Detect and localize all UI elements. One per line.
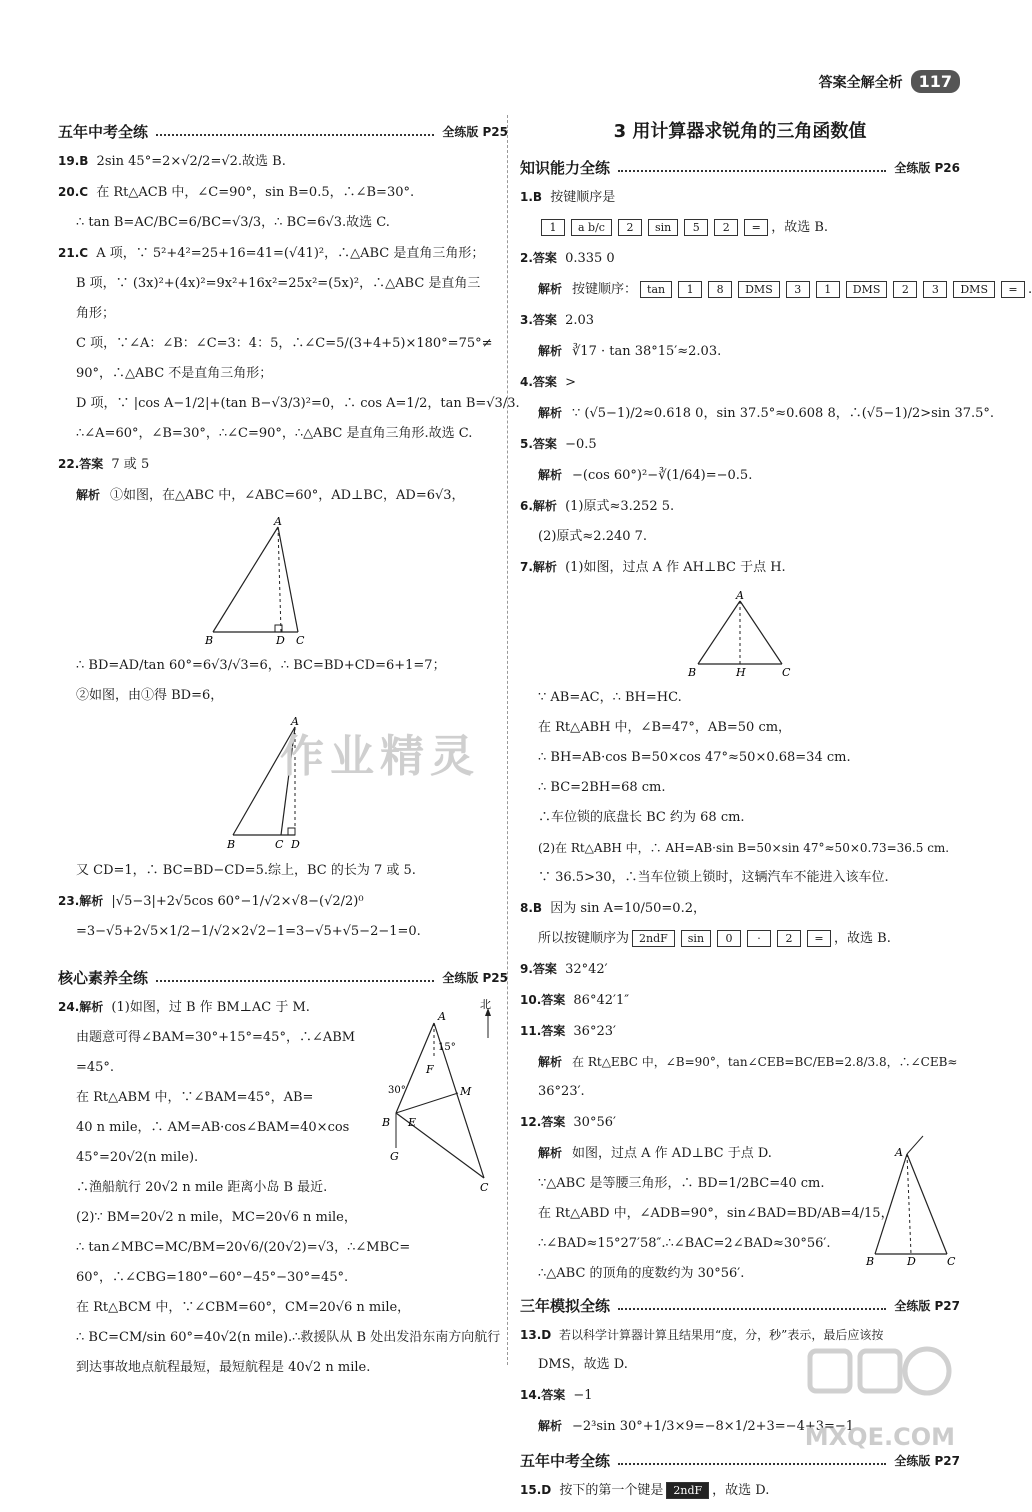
- calculator-key: 1: [816, 281, 840, 298]
- analysis-tag: 解析: [538, 468, 563, 482]
- answer-line: 由题意可得∠BAM=30°+15°=45°，∴∠ABM: [76, 1030, 356, 1045]
- calculator-key: 2: [618, 219, 642, 236]
- answer-line: DMS，故选 D.: [538, 1357, 628, 1372]
- calculator-key: 2: [893, 281, 917, 298]
- analysis-tag: 解析: [538, 344, 563, 358]
- calculator-key: 1: [678, 281, 702, 298]
- answer-text: 30°56′: [573, 1115, 616, 1130]
- section-ref: 全练版 P27: [894, 1454, 960, 1468]
- answer-line: (2)在 Rt△ABH 中，∴ AH=AB·sin B=50×sin 47°≈50×0.73=36.5 cm.: [538, 841, 950, 855]
- figure-label: C: [275, 838, 284, 851]
- question-number: 23.解析: [58, 894, 104, 908]
- figure-label: C: [296, 634, 305, 647]
- figure-label: B: [688, 666, 697, 679]
- figure-label: B: [866, 1255, 875, 1268]
- answer-line: [58, 486, 508, 505]
- calculator-key: ·: [747, 930, 771, 947]
- chapter-title: 3 用计算器求锐角的三角函数值: [613, 121, 867, 142]
- question-number: 2.答案: [520, 251, 557, 265]
- section-header: [520, 1450, 960, 1471]
- answer-text: ，故选 B.: [771, 220, 829, 235]
- answer-line: D 项，∵ |cos A−1/2|+(tan B−√3/3)²=0，∴ cos A=1/2，tan B=√3/3.: [76, 396, 520, 411]
- figure-label: H: [736, 666, 746, 679]
- answer-text: 所以按键顺序为: [538, 931, 630, 946]
- question-number: 11.答案: [520, 1024, 566, 1038]
- answer-line: [520, 435, 960, 454]
- calculator-key: 2ndF: [632, 930, 675, 947]
- right-column: [520, 115, 1032, 1512]
- calculator-key: DMS: [738, 281, 780, 298]
- section-header: [58, 967, 508, 988]
- page-header: [819, 70, 960, 93]
- question-number: 7.解析: [520, 560, 557, 574]
- watermark-site: MXQE.COM: [804, 1423, 955, 1451]
- answer-line: ∴车位锁的底盘长 BC 约为 68 cm.: [538, 810, 745, 825]
- section-ref: 全练版 P27: [894, 1299, 960, 1313]
- answer-line: [520, 342, 960, 361]
- figure-label: C: [480, 1181, 489, 1194]
- calculator-key: DMS: [846, 281, 888, 298]
- figure-label: 15°: [438, 1042, 456, 1053]
- answer-line: 到达事故地点航程最短，最短航程是 40√2 n mile.: [76, 1360, 371, 1375]
- answer-text: |√5−3|+2√5cos 60°−1/√2×√8−(√2/2)⁰: [111, 894, 364, 909]
- answer-text: 在 Rt△ACB 中，∠C=90°，sin B=0.5，∴∠B=30°.: [96, 185, 415, 200]
- answer-line: ∴∠BAD≈15°27′58″.∴∠BAC=2∠BAD≈30°56′.: [538, 1236, 831, 1251]
- header-title: 答案全解全析: [818, 74, 903, 91]
- answer-text: ，故选 D.: [712, 1483, 770, 1498]
- calculator-key: 1: [541, 219, 565, 236]
- answer-line: 在 Rt△BCM 中，∵∠CBM=60°，CM=20√6 n mile，: [76, 1300, 411, 1315]
- answer-line: [520, 373, 960, 392]
- navigation-figure: [376, 998, 506, 1198]
- section-rule: [156, 980, 434, 982]
- answer-line: [520, 311, 960, 330]
- question-number: 3.答案: [520, 313, 557, 327]
- question-number: 6.解析: [520, 499, 557, 513]
- answer-text: 因为 sin A=10/50=0.2，: [550, 901, 706, 916]
- answer-line: [520, 497, 960, 516]
- figure-label: 30°: [388, 1085, 406, 1096]
- answer-text: 在 Rt△EBC 中，∠B=90°，tan∠CEB=BC/EB=2.8/3.8，∴∠CEB≈: [572, 1055, 958, 1069]
- figure-label: A: [291, 715, 299, 728]
- answer-text: −1: [573, 1388, 593, 1403]
- figure-label: M: [460, 1085, 472, 1098]
- section-title: 核心素养全练: [58, 969, 149, 987]
- triangle-figure-3: [680, 589, 800, 679]
- answer-text: −0.5: [565, 437, 597, 452]
- answer-line: [520, 1053, 960, 1071]
- triangle-figure-4: [865, 1134, 960, 1274]
- answer-line: [58, 244, 508, 263]
- answer-text: (1)原式≈3.252 5.: [565, 499, 675, 514]
- answer-text: 7 或 5: [111, 457, 150, 472]
- question-number: 9.答案: [520, 962, 557, 976]
- calculator-key: =: [807, 930, 831, 947]
- answer-text: ∵ (√5−1)/2≈0.618 0，sin 37.5°≈0.608 8，∴(√5−1)/2>sin 37.5°.: [572, 406, 995, 421]
- answer-line: (2)∵ BM=20√2 n mile，MC=20√6 n mile，: [76, 1210, 357, 1225]
- answer-text: (1)如图，过点 A 作 AH⊥BC 于点 H.: [565, 560, 786, 575]
- figure-label: B: [227, 838, 236, 851]
- answer-line: =45°.: [76, 1060, 115, 1075]
- question-number: 20.C: [58, 185, 89, 199]
- section-header: [520, 157, 960, 178]
- section-rule: [618, 1463, 886, 1465]
- answer-line: 40 n mile，∴ AM=AB·cos∠BAM=40×cos: [76, 1120, 350, 1135]
- answer-line: ∵ 36.5>30，∴当车位锁上锁时，这辆汽车不能进入该车位.: [538, 870, 889, 885]
- question-number: 12.答案: [520, 1115, 566, 1129]
- answer-text: A 项，∵ 5²+4²=25+16=41=(√41)²，∴△ABC 是直角三角形；: [96, 246, 485, 261]
- answer-line: [520, 558, 960, 577]
- answer-line: ∴ tan∠MBC=MC/BM=20√6/(20√2)=√3，∴∠MBC=: [76, 1240, 411, 1255]
- analysis-tag: 解析: [538, 1146, 563, 1160]
- answer-line: =3−√5+2√5×1/2−1/√2×2√2−1=3−√5+√5−2−1=0.: [76, 924, 421, 939]
- answer-line: ∵ AB=AC，∴ BH=HC.: [538, 690, 682, 705]
- figure-label: C: [947, 1255, 956, 1268]
- q24-block: [58, 998, 508, 1377]
- answer-text: −2³sin 30°+1/3×9=−8×1/2+3=−4+3=−1.: [572, 1419, 859, 1434]
- figure-label: A: [736, 589, 744, 602]
- calculator-key: 2: [714, 219, 738, 236]
- answer-line: ∴ tan B=AC/BC=6/BC=√3/3，∴ BC=6√3.故选 C.: [76, 215, 390, 230]
- answer-line: 角形；: [76, 306, 116, 321]
- section-rule: [618, 1308, 886, 1310]
- calculator-key: =: [744, 219, 768, 236]
- answer-text: ①如图，在△ABC 中，∠ABC=60°，AD⊥BC，AD=6√3，: [110, 488, 465, 503]
- answer-line: [520, 466, 960, 485]
- key-sequence: [520, 930, 960, 948]
- section-ref: 全练版 P26: [894, 161, 960, 175]
- question-number: 22.答案: [58, 457, 104, 471]
- question-number: 1.B: [520, 190, 543, 204]
- question-number: 8.B: [520, 901, 543, 915]
- analysis-tag: 解析: [538, 406, 563, 420]
- answer-line: 在 Rt△ABD 中，∠ADB=90°，sin∠BAD=BD/AB=4/15，: [538, 1206, 894, 1221]
- answer-text: 按键顺序是: [550, 190, 616, 205]
- calculator-key: sin: [681, 930, 711, 947]
- calculator-key: DMS: [953, 281, 995, 298]
- key-sequence: [520, 280, 1032, 299]
- answer-line: [520, 960, 960, 979]
- answer-line: [58, 892, 508, 911]
- calculator-key: 0: [717, 930, 741, 947]
- question-number: 10.答案: [520, 993, 566, 1007]
- answer-line: 又 CD=1，∴ BC=BD−CD=5.综上，BC 的长为 7 或 5.: [76, 863, 416, 878]
- answer-line: ∴ BD=AD/tan 60°=6√3/√3=6，∴ BC=BD+CD=6+1=7；: [76, 658, 446, 673]
- answer-line: 在 Rt△ABH 中，∠B=47°，AB=50 cm，: [538, 720, 792, 735]
- answer-text: >: [565, 375, 576, 390]
- answer-line: 45°=20√2(n mile).: [76, 1150, 199, 1165]
- section-title: 五年中考全练: [58, 123, 149, 141]
- answer-text: 32°42′: [565, 962, 608, 977]
- answer-line: [58, 183, 508, 202]
- question-number: 14.答案: [520, 1388, 566, 1402]
- figure-label: C: [782, 666, 791, 679]
- question-number: 4.答案: [520, 375, 557, 389]
- section-ref: 全练版 P25: [442, 125, 508, 139]
- figure-label: F: [426, 1063, 434, 1076]
- answer-line: [520, 991, 960, 1010]
- page-number: 117: [911, 70, 960, 93]
- answer-line: ∵△ABC 是等腰三角形，∴ BD=1/2BC=40 cm.: [538, 1176, 825, 1191]
- calculator-key: 8: [708, 281, 732, 298]
- answer-line: ∴ BC=CM/sin 60°=40√2(n mile).∴救援队从 B 处出发沿东南方向航行: [76, 1330, 501, 1345]
- figure-label: A: [438, 1010, 446, 1023]
- figure-label: E: [408, 1116, 417, 1129]
- answer-line: ∴∠A=60°，∠B=30°，∴∠C=90°，∴△ABC 是直角三角形.故选 C.: [76, 426, 473, 441]
- figure-label: A: [895, 1146, 903, 1159]
- answer-line: [520, 1113, 960, 1132]
- calculator-key: 3: [923, 281, 947, 298]
- q12-block: [520, 1144, 960, 1283]
- question-number: 13.D: [520, 1328, 552, 1342]
- figure-label: G: [390, 1150, 399, 1163]
- figure-label: D: [907, 1255, 916, 1268]
- analysis-tag: 解析: [76, 488, 101, 502]
- answer-line: [58, 152, 508, 171]
- answer-text: 如图，过点 A 作 AD⊥BC 于点 D.: [572, 1146, 772, 1161]
- question-number: 5.答案: [520, 437, 557, 451]
- calculator-key: =: [1001, 281, 1025, 298]
- answer-line: [520, 1481, 960, 1500]
- answer-line: ②如图，由①得 BD=6，: [76, 688, 224, 703]
- answer-line: (2)原式≈2.240 7.: [538, 529, 648, 544]
- answer-line: ∴渔船航行 20√2 n mile 距离小岛 B 最近.: [76, 1180, 328, 1195]
- answer-line: 60°，∴∠CBG=180°−60°−45°−30°=45°.: [76, 1270, 349, 1285]
- answer-text: ∛17 · tan 38°15′≈2.03.: [572, 344, 722, 359]
- answer-line: ∴△ABC 的顶角的度数约为 30°56′.: [538, 1266, 745, 1281]
- answer-text: ，故选 B.: [834, 931, 891, 946]
- answer-line: ∴ BC=2BH=68 cm.: [538, 780, 666, 795]
- calculator-key: a b/c: [571, 219, 612, 236]
- section-rule: [618, 170, 886, 172]
- calculator-key: tan: [640, 281, 672, 298]
- answer-text: 0.335 0: [565, 251, 615, 266]
- answer-text: 按键顺序：: [572, 282, 638, 297]
- answer-text: 2sin 45°=2×√2/2=√2.故选 B.: [96, 154, 286, 169]
- answer-line: [520, 899, 960, 918]
- analysis-tag: 解析: [538, 282, 563, 296]
- answer-text: .: [1027, 282, 1032, 297]
- section-header: [58, 121, 508, 142]
- answer-line: ∴ BH=AB·cos B=50×cos 47°≈50×0.68=34 cm.: [538, 750, 851, 765]
- figure-label: D: [276, 634, 285, 647]
- answer-text: 86°42′1″: [573, 993, 630, 1008]
- section-ref: 全练版 P25: [442, 971, 508, 985]
- section-rule: [156, 134, 434, 136]
- section-title: 知识能力全练: [520, 159, 611, 177]
- figure-label: B: [382, 1116, 391, 1129]
- answer-text: 2.03: [565, 313, 595, 328]
- answer-line: [58, 455, 508, 474]
- answer-text: 36°23′: [573, 1024, 616, 1039]
- answer-line: 在 Rt△ABM 中，∵∠BAM=45°，AB=: [76, 1090, 314, 1105]
- figure-label: B: [205, 634, 214, 647]
- answer-line: [520, 249, 960, 268]
- calculator-key: 5: [684, 219, 708, 236]
- analysis-tag: 解析: [538, 1419, 563, 1433]
- answer-text: (1)如图，过 B 作 BM⊥AC 于 M.: [111, 1000, 310, 1015]
- watermark-text: 作业精灵: [280, 731, 480, 782]
- calculator-key: 3: [786, 281, 810, 298]
- section-title: 五年中考全练: [520, 1452, 611, 1470]
- calculator-key: 2: [777, 930, 801, 947]
- question-number: 19.B: [58, 154, 89, 168]
- answer-text: 若以科学计算器计算且结果用“度，分，秒”表示，最后应该按: [559, 1328, 884, 1342]
- triangle-figure-1: [203, 517, 363, 647]
- figure-label: A: [274, 515, 282, 528]
- answer-text: −(cos 60°)²−∛(1/64)=−0.5.: [572, 468, 753, 483]
- analysis-tag: 解析: [538, 1055, 563, 1069]
- question-number: 24.解析: [58, 1000, 104, 1014]
- figure-label: D: [291, 838, 300, 851]
- answer-line: [520, 188, 960, 207]
- answer-line: [520, 404, 995, 423]
- figure-label: 北: [480, 998, 491, 1011]
- answer-line: B 项，∵ (3x)²+(4x)²=9x²+16x²=25x²=(5x)²，∴△ABC 是直角三: [76, 276, 481, 291]
- calculator-key: sin: [648, 219, 678, 236]
- answer-line: C 项，∵∠A：∠B：∠C=3：4：5，∴∠C=5/(3+4+5)×180°=75°≠: [76, 336, 493, 351]
- watermark-logo: [805, 1341, 955, 1421]
- answer-line: 90°，∴△ABC 不是直角三角形；: [76, 366, 273, 381]
- answer-text: 按下的第一个键是: [559, 1483, 664, 1498]
- key-sequence: [520, 219, 960, 237]
- section-title: 三年模拟全练: [520, 1297, 611, 1315]
- question-number: 15.D: [520, 1483, 552, 1497]
- answer-line: [520, 1022, 960, 1041]
- section-header: [520, 1295, 960, 1316]
- question-number: 21.C: [58, 246, 89, 260]
- calculator-key: 2ndF: [666, 1482, 709, 1499]
- answer-line: 36°23′.: [538, 1084, 585, 1099]
